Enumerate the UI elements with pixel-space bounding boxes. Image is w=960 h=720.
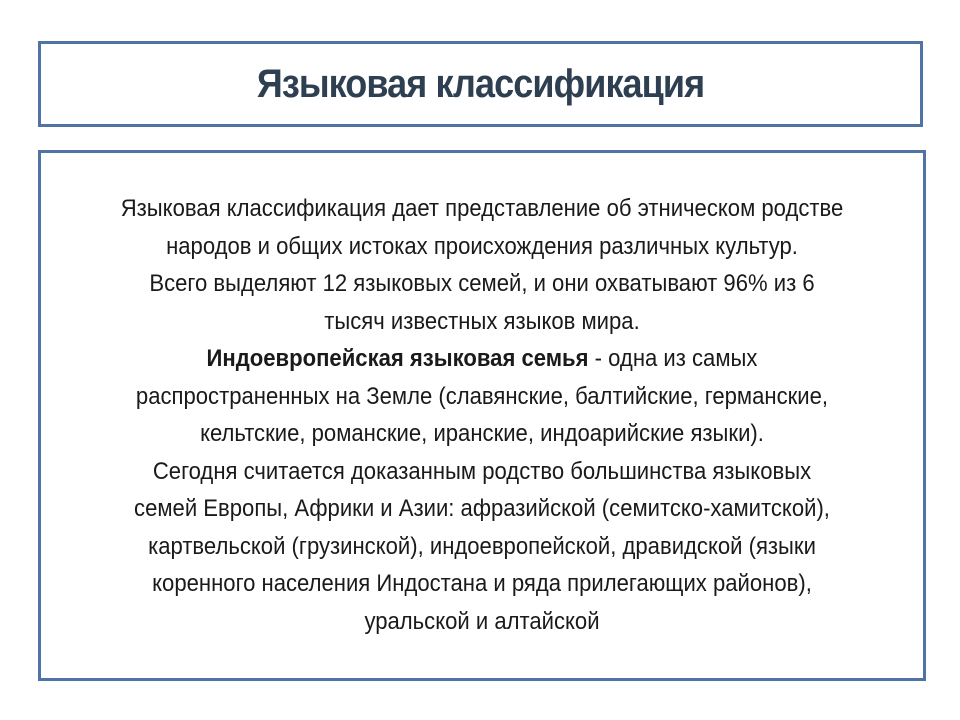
title-frame [38, 41, 923, 127]
body-line: Сегодня считается доказанным родство большинства языковых [152, 457, 812, 485]
body-line: Языковая классификация дает представление об этническом родстве [120, 195, 844, 222]
content-frame [38, 150, 926, 681]
body-line: кельтские, романские, иранские, индоарийские языки). [200, 420, 764, 447]
body-line: уральской и алтайской [364, 607, 600, 635]
indo-european-family-term: Индоевропейская языковая семья [206, 345, 589, 372]
body-line: тысяч известных языков мира. [324, 307, 640, 335]
body-text [76, 190, 887, 640]
body-line-with-emphasis [76, 340, 887, 378]
body-line: семей Европы, Африки и Азии: афразийской (семитско-хамитской), [134, 495, 830, 522]
slide-title: Языковая классификация [256, 61, 705, 106]
body-line: Всего выделяют 12 языковых семей, и они охватывают 96% из 6 [149, 270, 815, 297]
body-line: коренного населения Индостана и ряда прилегающих районов), [152, 570, 812, 597]
body-line: картвельской (грузинской), индоевропейской, дравидской (языки [148, 532, 816, 560]
body-line-rest: - одна из самых [588, 345, 758, 372]
body-line: народов и общих истоках происхождения различных культур. [166, 232, 798, 260]
body-line: распространенных на Земле (славянские, балтийские, германские, [135, 382, 829, 410]
